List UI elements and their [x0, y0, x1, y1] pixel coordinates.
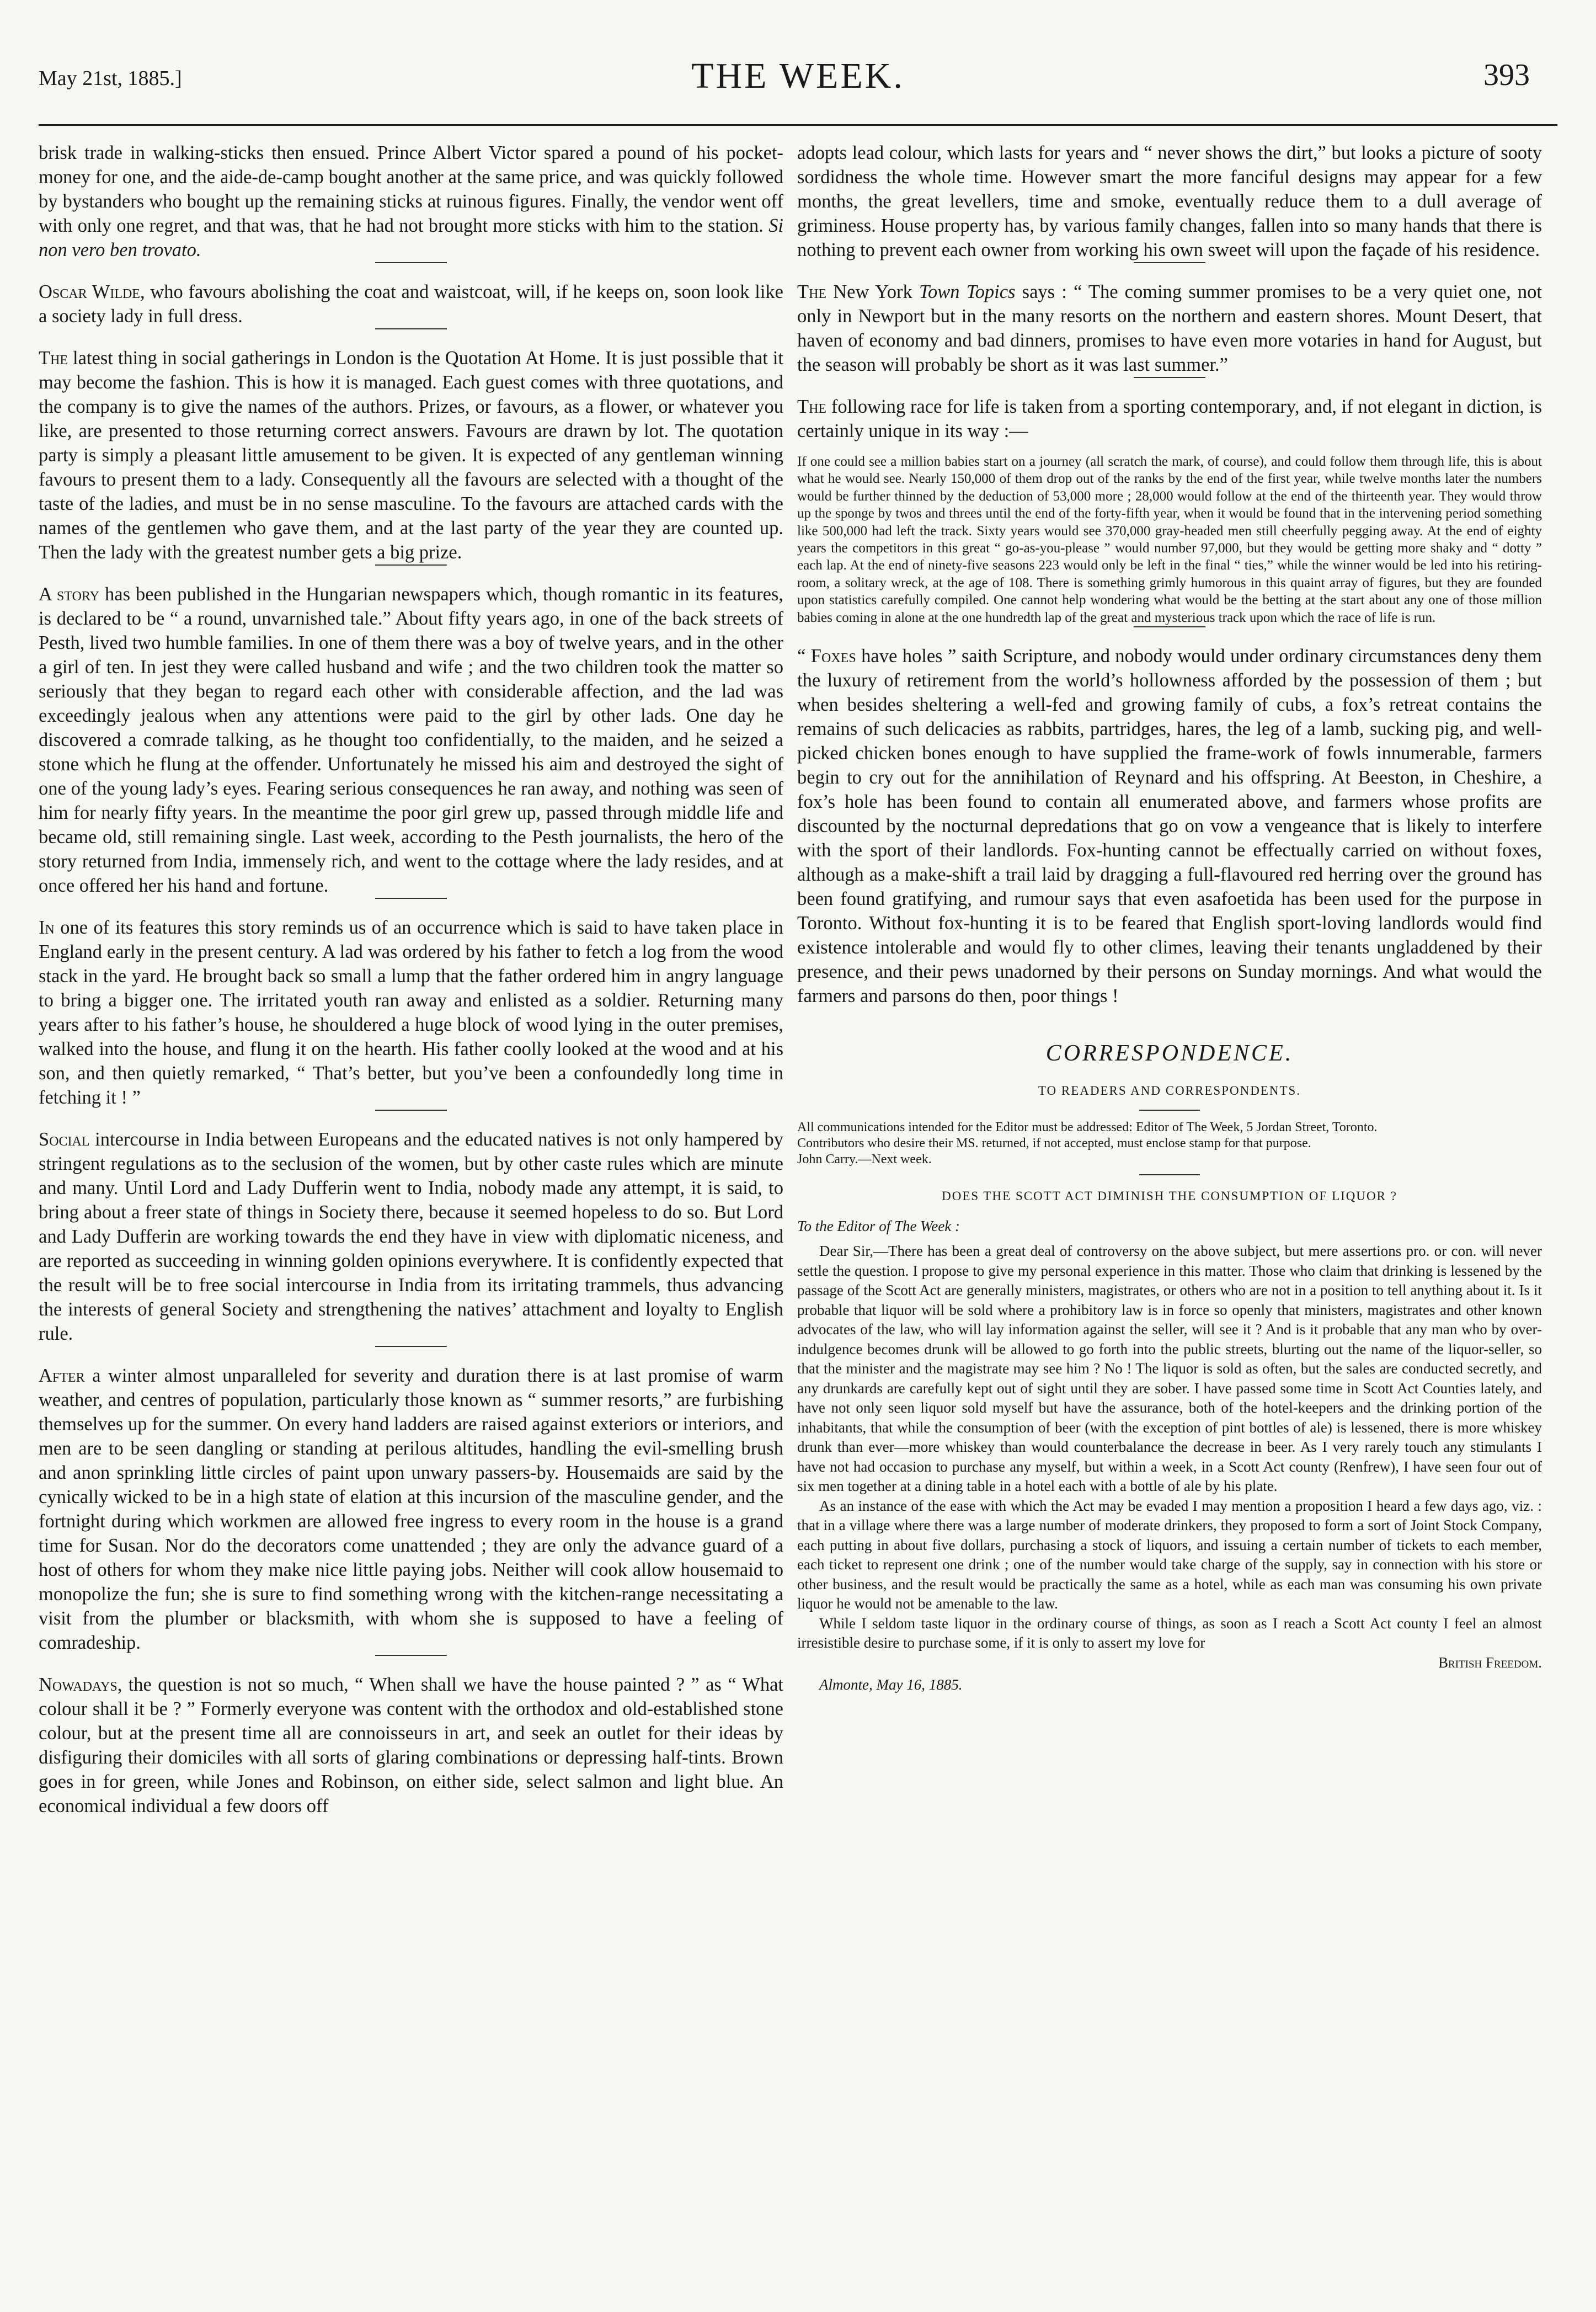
- separator-rule: [375, 1655, 447, 1656]
- lead-words: In: [39, 917, 55, 938]
- separator-rule: [1134, 262, 1205, 263]
- publication-name: Town Topics: [919, 281, 1016, 302]
- left-column: [39, 141, 783, 1818]
- separator-rule: [375, 1346, 447, 1347]
- lead-words: The: [39, 348, 68, 369]
- letter-title: DOES THE SCOTT ACT DIMINISH THE CONSUMPTION OF LIQUOR ?: [942, 1189, 1397, 1203]
- italic-phrase: Si non vero ben trovato.: [39, 215, 784, 260]
- article-foxes: [797, 644, 1542, 1008]
- correspondence-section: [797, 1041, 1542, 1697]
- page-number: 393: [1483, 58, 1530, 92]
- separator-rule: [1139, 1110, 1200, 1111]
- paragraph-text: brisk trade in walking-sticks then ensued. Prince Albert Victor spared a pound of his pocket-money for one, and the aide-de-camp bought another at the same price, and was quickly followed by bystanders who bought up the remaining sticks at ruinous figures. Finally, the vendor went off with only one regret, and that was, that he had not brought more sticks with him to the station.: [39, 142, 783, 236]
- header-rule: [39, 124, 1557, 126]
- article-india-social: [39, 1127, 783, 1346]
- letter-paragraph: Dear Sir,—There has been a great deal of controversy on the above subject, but mere assertions pro. or con. will never settle the question. I propose to give my personal experience in this matter. Those who claim that drinking is lessened by the passage of the Scott Act are generally ministers, magistrates, or others who are not in a position to tell anything about it. Is it probable that liquor will be sold where a prohibitory law is in force so openly that ministers, magistrates and other known advocates of the law, who will lay information against the seller, will see it ? And is it probable that any man who by over-indulgence becomes drunk will be allowed to go forth into the public streets, blurting out the name of the liquor-seller, so that the minister and the magistrate may see him ? No ! The liquor is sold as often, but the sales are conducted secretly, and any drunkards are carefully kept out of sight until they are sober. I have passed some time in Scott Act Counties lately, and have not only seen liquor sold myself but have the assurance, both of the hotel-keepers and the drinking portion of the inhabitants, that while the consumption of beer (with the exception of pint bottles of ale) is lessened, there is more whiskey drunk than ever—more whiskey than would counterbalance the decrease in beer. As I very rarely touch any stimulants I have not had occasion to purchase any myself, but within a week, in a Scott Act county (Renfrew), I have seen four out of six men together at a dining table in a hotel each with a bottle of ale by his plate.: [797, 1243, 1542, 1495]
- lead-words: A story: [39, 584, 99, 605]
- letter-paragraph: While I seldom taste liquor in the ordinary course of things, as soon as I reach a Scott Act county I feel an almost irresistible desire to purchase some, if it is only to assert my love for: [797, 1615, 1542, 1652]
- lead-words: Nowadays,: [39, 1674, 122, 1695]
- paragraph-text: a winter almost unparalleled for severity and duration there is at last promise of warm weather, and centres of population, particularly those known as “ summer resorts,” are furbishing themselves up for the summer. On every hand ladders are raised against exteriors or interiors, and men are to be seen dangling or standing at perilous altitudes, handling the evil-smelling brush and anon sprinkling little circles of paint upon unwary passers-by. Housemaids are said by the cynically wicked to be in a high state of elation at this incursion of the masculine gender, and the fortnight during which workmen are allowed free ingress to every room in the house is a grand time for Susan. Nor do the decorators come unattended ; they are only the advance guard of a host of others for whom they make nice little paying jobs. Neither will cook allow housemaid to monopolize the fun; she is sure to find something wrong with the kitchen-range necessitating a visit from the plumber or blacksmith, with whom she is supposed to have a feeling of comradeship.: [39, 1365, 783, 1653]
- paragraph-text: following race for life is taken from a sporting contemporary, and, if not elegant in diction, is certainly unique in its way :—: [797, 396, 1542, 441]
- manuscript-notice: Contributors who desire their MS. returned, if not accepted, must enclose stamp for that purpose.: [797, 1136, 1311, 1151]
- section-subheading: TO READERS AND CORRESPONDENTS.: [1038, 1084, 1301, 1098]
- paragraph-text: intercourse in India between Europeans and the educated natives is not only hampered by stringent regulations as to the seclusion of the women, but by other caste rules which are minute and many. Until Lord and Lady Dufferin went to India, nobody made any attempt, it is said, to bring about a freer state of things in Society there, because it seemed hopeless to do so. But Lord and Lady Dufferin are working towards the end they have in view with diplomatic niceness, and are reported as succeeding in winning golden opinions everywhere. It is confidently expected that the result will be to free social intercourse in India from its irritating trammels, thus advancing the interests of general Society and strengthening the natives’ attachment and loyalty to English rule.: [39, 1129, 783, 1344]
- article-oscar-wilde: [39, 280, 783, 328]
- letter-signature: British Freedom.: [1438, 1654, 1542, 1671]
- article-town-topics: [797, 280, 1542, 377]
- article-log-anecdote: [39, 915, 783, 1110]
- paragraph-text: latest thing in social gatherings in London is the Quotation At Home. It is just possible that it may become the fashion. This is how it is managed. Each guest comes with three quotations, and the company is to give the names of the authors. Prizes, or favours, as a flower, or whatever you like, are presented to those returning correct answers. Favours are drawn by lot. The quotation party is simply a pleasant little amusement to be given. It is expected of any gentleman winning favours to present them to a lady. Consequently all the favours are selected with a thought of the taste of the ladies, and must be in no sense masculine. To the favours are attached cards with the names of the gentlemen who gave them, and at the last party of the year they are counted up. Then the lady with the greatest number gets a big prize.: [39, 348, 783, 563]
- lead-words: “ Foxes: [797, 646, 856, 667]
- lead-words: After: [39, 1365, 85, 1386]
- paragraph-text: has been published in the Hungarian newspapers which, though romantic in its features, is declared to be “ a round, unvarnished tale.” About fifty years ago, in one of the back streets of Pesth, lived two humble families. In one of them there was a boy of twelve years, and in the other a girl of ten. In jest they were called husband and wife ; and the two children took the matter so seriously that they began to regard each other with considerable affection, and the lad was exceedingly jealous when any attentions were paid to the girl by other lads. One day he discovered a comrade talking, as he thought too confidentially, to the maiden, and he seized a stone which he flung at the offender. Unfortunately he missed his aim and destroyed the sight of one of the young lady’s eyes. Fearing serious consequences he ran away, and nothing was seen of him for nearly fifty years. In the meantime the poor girl grew up, passed through middle life and became old, still remaining single. Last week, according to the Pesth journalists, the hero of the story returned from India, immensely rich, and went to the cottage where the lady resides, and at once offered her his hand and fortune.: [39, 584, 783, 896]
- letter-salutation: To the Editor of The Week :: [797, 1218, 960, 1235]
- separator-rule: [375, 328, 447, 329]
- separator-rule: [375, 262, 447, 263]
- editor-address-notice: All communications intended for the Editor must be addressed: Editor of The Week, 5 Jordan Street, Toronto.: [797, 1120, 1378, 1135]
- paragraph-text: the question is not so much, “ When shall we have the house painted ? ” as “ What colour shall it be ? ” Formerly everyone was content with the orthodox and old-established stone colour, but at the present time all are connoisseurs in art, and seek an outlet for their ideas by disfiguring their domiciles with all sorts of glaring combinations or depressing half-tints. Brown goes in for green, while Jones and Robinson, on either side, select salmon and light blue. An economical individual a few doors off: [39, 1674, 783, 1816]
- article-hungarian-story: [39, 582, 783, 898]
- separator-rule: [375, 1110, 447, 1111]
- separator-rule: [375, 898, 447, 899]
- separator-rule: [1134, 626, 1205, 627]
- article-house-colours-continued: adopts lead colour, which lasts for years and “ never shows the dirt,” but looks a picture of sooty sordidness the whole time. However smart the more fanciful designs may appear for a few months, the great levellers, time and smoke, eventually reduce them to a dull average of griminess. House property has, by various family changes, fallen into so many hands that there is nothing to prevent each owner from working his own sweet will upon the façade of his residence.: [797, 142, 1542, 260]
- section-title: CORRESPONDENCE.: [1045, 1041, 1294, 1067]
- lead-words: The: [797, 281, 827, 302]
- article-house-colours: [39, 1672, 783, 1818]
- letter-paragraph: As an instance of the ease with which the Act may be evaded I may mention a proposition I heard a few days ago, viz. : that in a village where there was a large number of moderate drinkers, they proposed to form a sort of Joint Stock Company, each putting in about five dollars, purchasing a stock of liquors, and issuing a certain number of tickets to each member, each ticket to represent one drink ; one of the number would take charge of the supply, say in connection with his store or other business, and the result would be practically the same as a hotel, while as each man was consuming his own private liquor he would not be amenable to the law.: [797, 1497, 1542, 1612]
- separator-rule: [1134, 377, 1205, 378]
- separator-rule: [375, 564, 447, 566]
- paragraph-text: one of its features this story reminds us of an occurrence which is said to have taken place in England early in the present century. A lad was ordered by his father to fetch a log from the wood stack in the yard. He brought back so small a lump that the father ordered him in angry language to bring a bigger one. The irritated youth ran away and enlisted as a soldier. Returning many years after to his father’s house, he shouldered a huge block of wood lying in the outer premises, walked into the house, and flung it on the hearth. His father coolly looked at the wood and at his son, and then quietly remarked, “ That’s better, but you’ve been a confoundedly long time in fetching it ! ”: [39, 917, 783, 1108]
- issue-date: May 21st, 1885.]: [39, 67, 182, 90]
- letter-dateline: Almonte, May 16, 1885.: [819, 1676, 963, 1693]
- article-walking-sticks: [39, 141, 783, 262]
- paragraph-text: who favours abolishing the coat and waistcoat, will, if he keeps on, soon look like a society lady in full dress.: [39, 281, 783, 327]
- article-spring-decorating: [39, 1363, 783, 1655]
- separator-rule: [1139, 1174, 1200, 1175]
- paragraph-text: says : “ The coming summer promises to be a very quiet one, not only in Newport but in the many resorts on the northern and eastern shores. Mount Desert, that haven of economy and bad dinners, promises to have even more votaries in hand for August, but the season will probably be short as it was last summer.”: [797, 281, 1542, 375]
- race-for-life-quote: If one could see a million babies start on a journey (all scratch the mark, of course), and could follow them through life, this is about what he would see. Nearly 150,000 of them drop out of the ranks by the end of the first year, while twelve months later the numbers would be further thinned by the deduction of 53,000 more ; 28,000 would follow at the end of the thirteenth year. They would throw up the sponge by twos and threes until the end of the forty-fifth year, when it would be found that in the intervening period something like 500,000 had left the track. Sixty years would see 370,000 gray-headed men still cheerfully pegging away. At the end of eighty years the competitors in this great “ go-as-you-please ” would number 97,000, but they would be getting more shaky and “ dotty ” each lap. At the end of ninety-five seasons 223 would only be left in the final “ ties,” while the winner would be led into his retiring-room, a solitary wreck, at the age of 108. There is something grimly humorous in this quaint array of figures, but they are founded upon statistics carefully compiled. One cannot help wondering what would be the betting at the start about any one of those million babies coming in alone at the one hundredth lap of the great and mysterious track upon which the race of life is run.: [797, 454, 1542, 625]
- right-column: [797, 141, 1542, 1697]
- paragraph-text: have holes ” saith Scripture, and nobody would under ordinary circumstances deny them the luxury of retirement from the world’s hollowness afforded by the possession of them ; but when besides sheltering a well-fed and growing family of cubs, a fox’s retreat contains the remains of such delicacies as rabbits, partridges, hares, the leg of a lamb, sucking pig, and well-picked chicken bones enough to have supplied the frame-work of fowls innumerable, farmers begin to cry out for the annihilation of Reynard and his offspring. At Beeston, in Cheshire, a fox’s hole has been found to contain all enumerated above, and farmers whose profits are discounted by the nocturnal depredations that go on vow a vengeance that is likely to interfere with the sport of their landlords. Fox-hunting cannot be effectually carried on without foxes, although as a make-shift a trail laid by dragging a full-flavoured red herring over the ground has been found gratifying, and rumour says that even asafoetida has been used for the purpose in Toronto. Without fox-hunting it is to be feared that English sport-loving landlords would find existence intolerable and would fly to other climes, leaving their tenants ungladdened by their presence, and their pews unadorned by their persons on Sunday mornings. And what would the farmers and parsons do then, poor things !: [797, 646, 1542, 1007]
- lead-words: Social: [39, 1129, 90, 1150]
- correspondent-reply: John Carry.—Next week.: [797, 1152, 932, 1167]
- lead-words: The: [797, 396, 827, 417]
- article-quotation-at-home: [39, 346, 783, 564]
- paragraph-text: New York: [826, 281, 919, 302]
- lead-words: Oscar Wilde,: [39, 281, 145, 302]
- masthead-title: THE WEEK.: [691, 56, 905, 96]
- article-race-for-life-intro: [797, 395, 1542, 443]
